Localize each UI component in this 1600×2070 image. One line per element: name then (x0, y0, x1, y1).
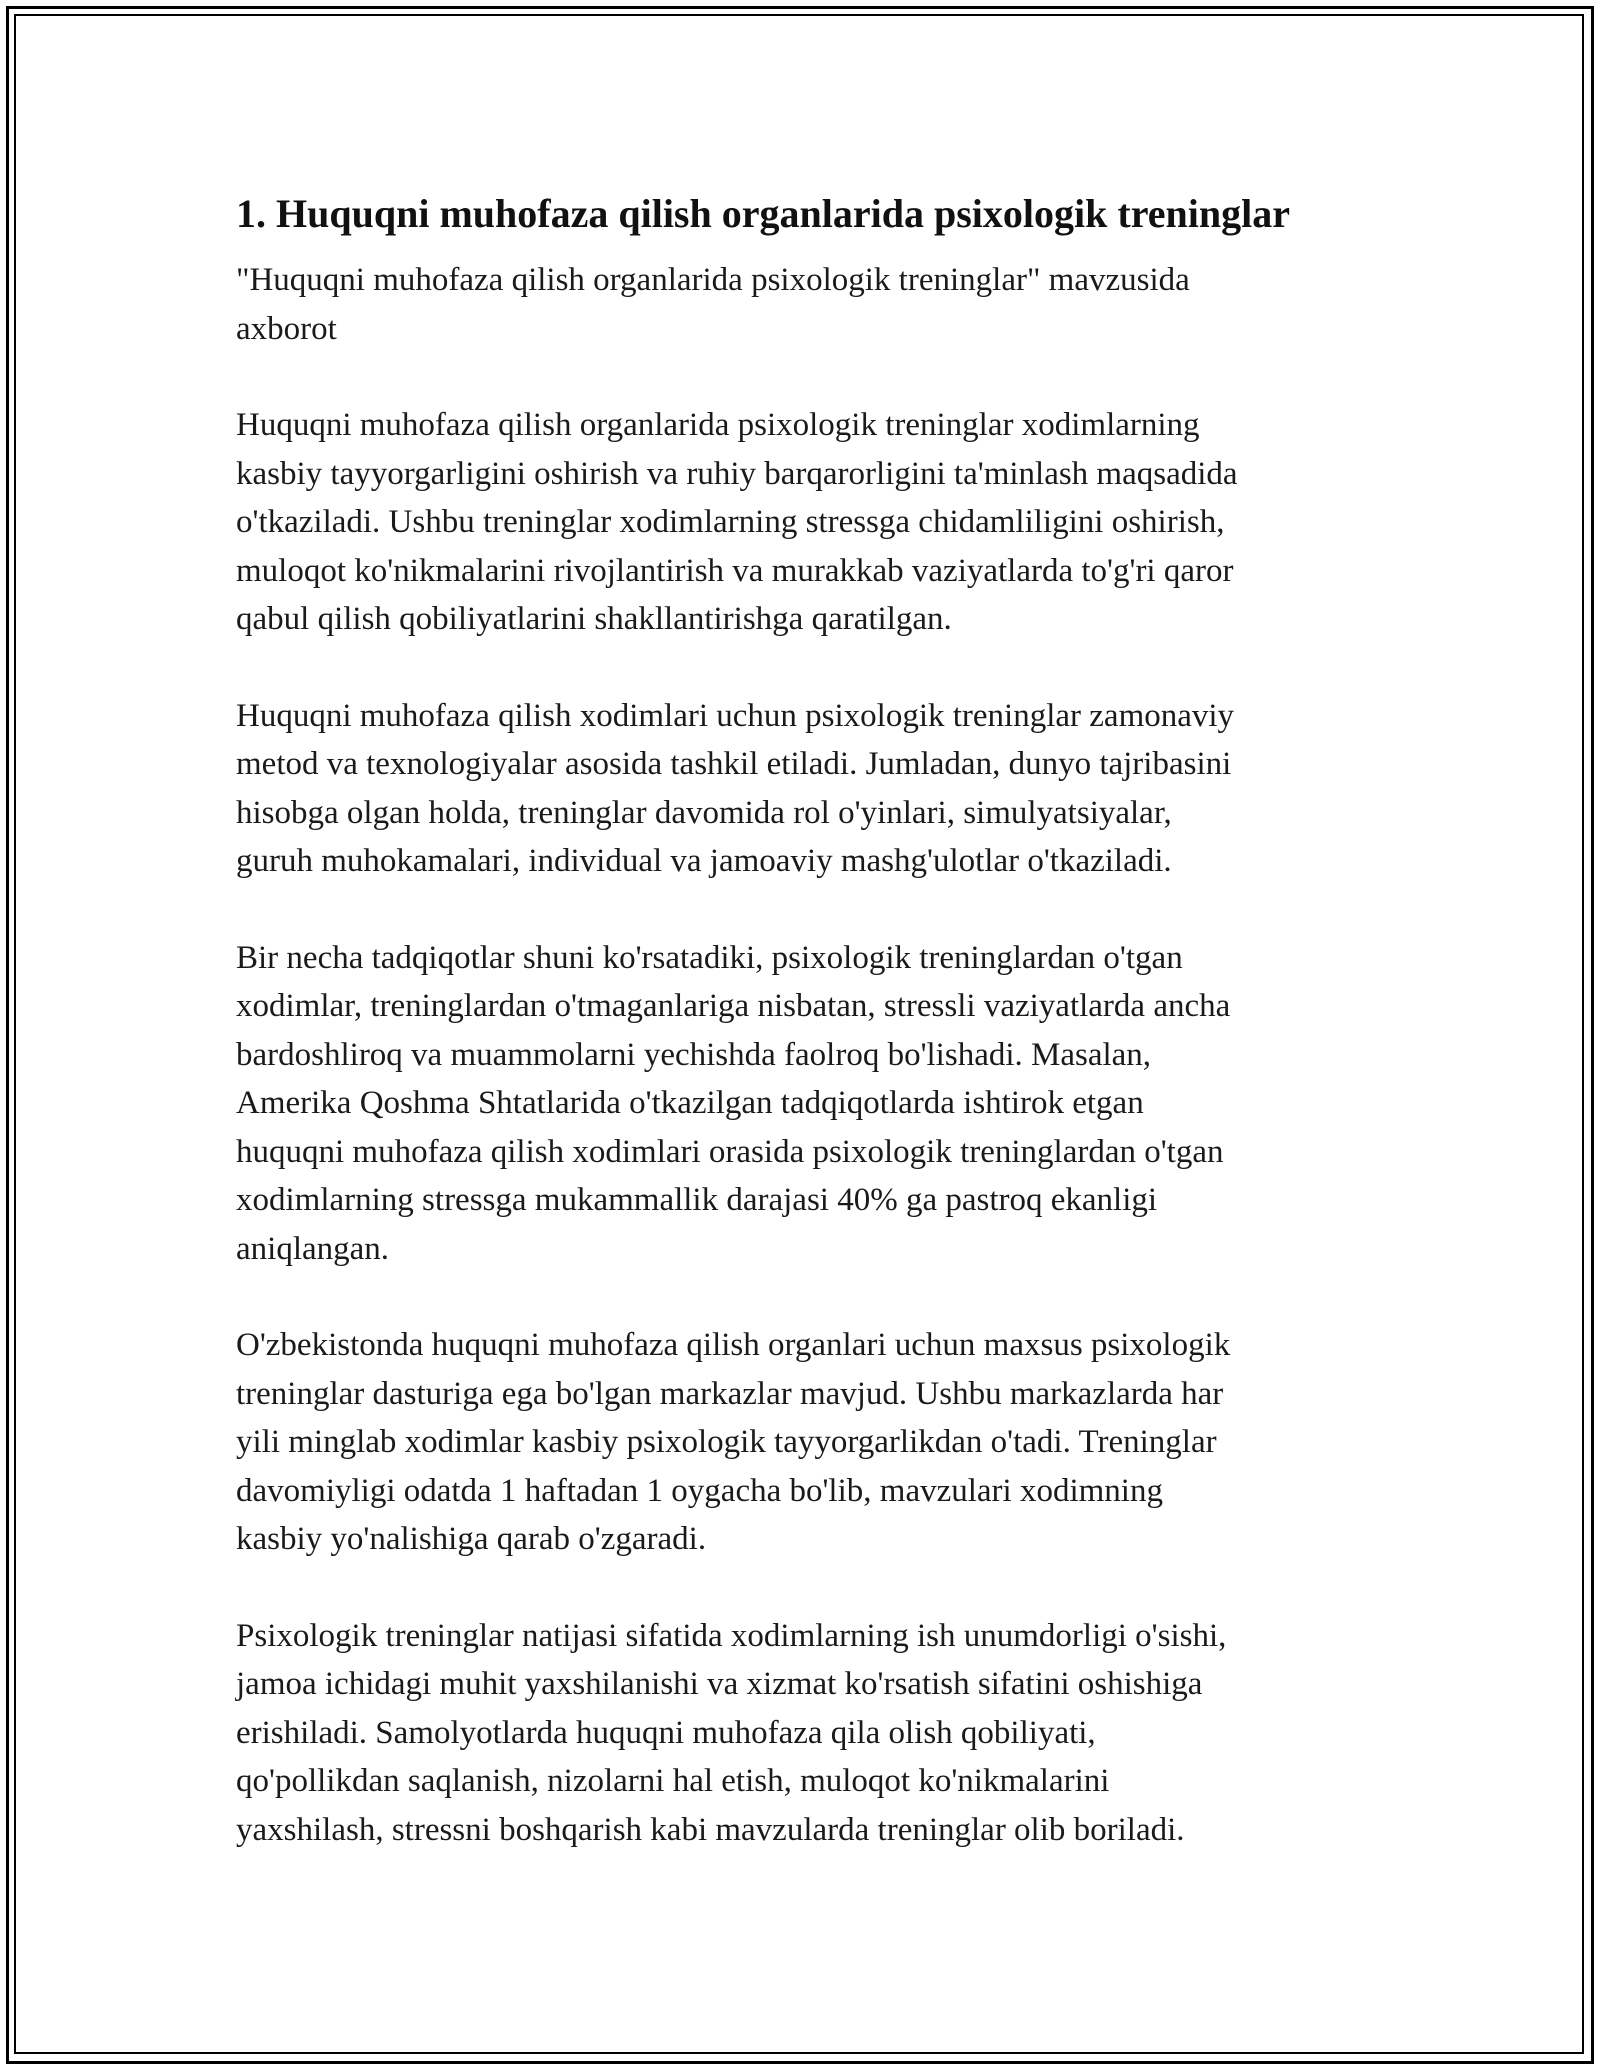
text-line: jamoa ichidagi muhit yaxshilanishi va xizmat ko'rsatish sifatini oshishiga (236, 1666, 1203, 1702)
text-line: aniqlangan. (236, 1230, 390, 1267)
text-line: erishiladi. Samolyotlarda huquqni muhofaza qila olish qobiliyati, (236, 1714, 1096, 1751)
text-line: Huquqni muhofaza qilish organlarida psixologik treninglar xodimlarning (236, 407, 1200, 443)
text-line: O'zbekistonda huquqni muhofaza qilish organlari uchun maxsus psixologik (236, 1327, 1231, 1363)
paragraph-subtitle (236, 256, 1366, 353)
text-line: bardoshliroq va muammolarni yechishda faolroq bo'lishadi. Masalan, (236, 1036, 1152, 1073)
paragraph-research (236, 934, 1366, 1274)
text-line: o'tkaziladi. Ushbu treninglar xodimlarning stressga chidamliligini oshirish, (236, 504, 1225, 540)
text-line: metod va texnologiyalar asosida tashkil etiladi. Jumladan, dunyo tajribasini (236, 746, 1232, 782)
text-line: axborot (236, 310, 337, 347)
text-line: Amerika Qoshma Shtatlarida o'tkazilgan tadqiqotlarda ishtirok etgan (236, 1085, 1144, 1121)
text-line: huquqni muhofaza qilish xodimlari orasida psixologik treninglardan o'tgan (236, 1133, 1224, 1170)
text-line: yili minglab xodimlar kasbiy psixologik tayyorgarlikdan o'tadi. Treninglar (236, 1424, 1217, 1460)
paragraph-uzbekistan (236, 1321, 1366, 1564)
text-line: hisobga olgan holda, treninglar davomida rol o'yinlari, simulyatsiyalar, (236, 794, 1172, 831)
text-line: Psixologik treninglar natijasi sifatida xodimlarning ish unumdorligi o'sishi, (236, 1617, 1227, 1654)
text-line: qabul qilish qobiliyatlarini shakllantirishga qaratilgan. (236, 601, 952, 637)
text-line: kasbiy yo'nalishiga qarab o'zgaradi. (236, 1521, 707, 1557)
text-line: xodimlarning stressga mukammallik darajasi 40% ga pastroq ekanligi (236, 1182, 1158, 1218)
text-line: davomiyligi odatda 1 haftadan 1 oygacha bo'lib, mavzulari xodimning (236, 1472, 1163, 1509)
text-line: Huquqni muhofaza qilish xodimlari uchun psixologik treninglar zamonaviy (236, 697, 1235, 734)
text-line: muloqot ko'nikmalarini rivojlantirish va murakkab vaziyatlarda to'g'ri qaror (236, 552, 1234, 589)
text-line: "Huquqni muhofaza qilish organlarida psixologik treninglar" mavzusida (236, 262, 1190, 298)
text-line: qo'pollikdan saqlanish, nizolarni hal etish, muloqot ko'nikmalarini (236, 1763, 1110, 1799)
document-title: 1. Huquqni muhofaza qilish organlarida psixologik treninglar (236, 191, 1290, 236)
text-line: Bir necha tadqiqotlar shuni ko'rsatadiki, psixologik treninglardan o'tgan (236, 939, 1183, 976)
text-line: guruh muhokamalari, individual va jamoaviy mashg'ulotlar o'tkaziladi. (236, 843, 1172, 879)
text-line: kasbiy tayyorgarligini oshirish va ruhiy barqarorligini ta'minlash maqsadida (236, 455, 1238, 492)
text-line: xodimlar, treninglardan o'tmaganlariga nisbatan, stressli vaziyatlarda ancha (236, 988, 1231, 1024)
text-line: yaxshilash, stressni boshqarish kabi mavzularda treninglar olib boriladi. (236, 1811, 1185, 1848)
text-line: treninglar dasturiga ega bo'lgan markazlar mavjud. Ushbu markazlarda har (236, 1375, 1224, 1412)
paragraph-results (236, 1612, 1366, 1855)
paragraph-intro (236, 401, 1366, 644)
paragraph-methods (236, 692, 1366, 886)
document-body (236, 186, 1366, 1902)
